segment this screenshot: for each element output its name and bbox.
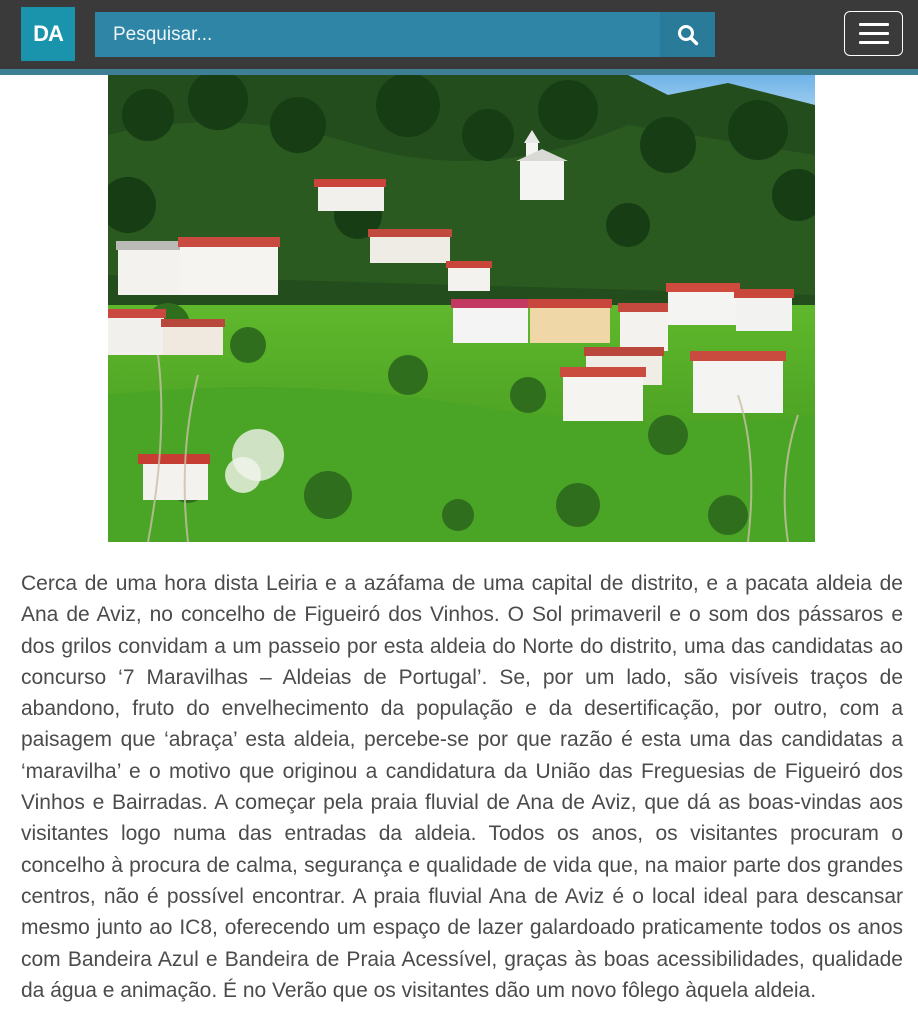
- hamburger-menu-icon: [859, 41, 889, 44]
- hamburger-menu-icon: [859, 32, 889, 35]
- menu-button[interactable]: [844, 11, 903, 56]
- article-photo: [108, 75, 815, 542]
- village-landscape-image: [108, 75, 815, 542]
- article-body: Cerca de uma hora dista Leiria e a azáfama de uma capital de distrito, e a pacata aldeia de Ana de Aviz, no concelho de Figueiró dos Vinhos. O Sol primaveril e o som dos pássaros e dos grilos convidam a um passeio por esta aldeia do Norte do distrito, uma das candidatas ao concurso ‘7 Maravilhas – Aldeias de Portugal’. Se, por um lado, são visíveis traços de abandono, fruto do envelhecimento da população e da desertificação, por outro, com a paisagem que ‘abraça’ esta aldeia, percebe-se por que razão é esta uma das candidatas a ‘maravilha’ e o motivo que originou a candidatura da União das Freguesias de Figueiró dos Vinhos e Bairradas. A começar pela praia fluvial de Ana de Aviz, que dá as boas-vindas aos visitantes logo numa das entradas da aldeia. Todos os anos, os visitantes procuram o concelho à procura de calma, segurança e qualidade de vida que, na maior parte dos grandes centros, não é possível encontrar. A praia fluvial Ana de Aviz é o local ideal para descansar mesmo junto ao IC8, oferecendo um espaço de lazer galardoado praticamente todos os anos com Bandeira Azul e Bandeira de Praia Acessível, graças às boas acessibilidades, qualidade da água e animação. É no Verão que os visitantes dão um novo fôlego àquela aldeia.: [21, 572, 903, 1002]
- search-bar: [95, 12, 715, 57]
- site-logo[interactable]: DA: [21, 7, 75, 61]
- search-input[interactable]: [95, 12, 660, 57]
- search-button[interactable]: [660, 12, 715, 57]
- hamburger-menu-icon: [859, 23, 889, 26]
- search-icon: [677, 24, 699, 46]
